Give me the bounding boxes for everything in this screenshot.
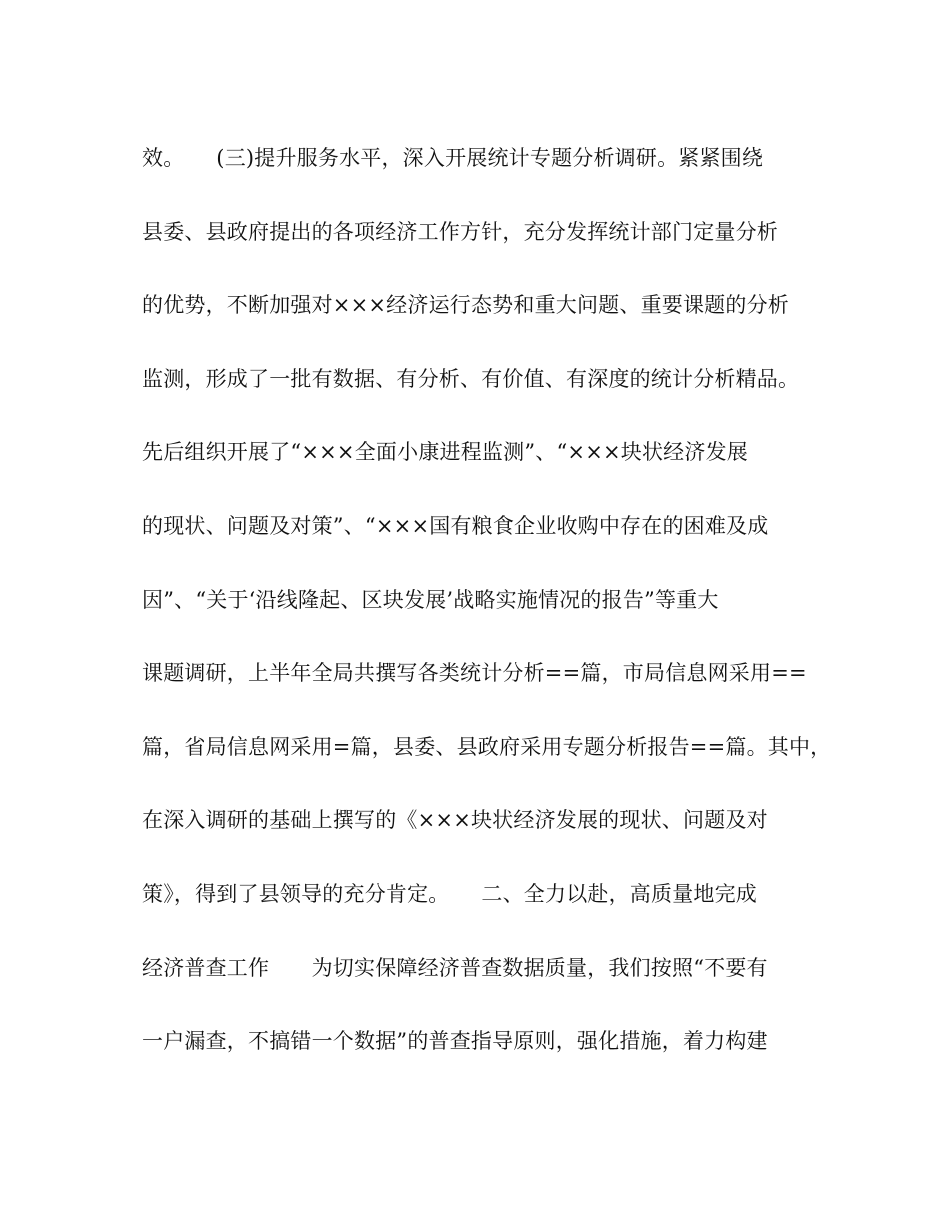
text-line: 在深入调研的基础上撰写的《×××块状经济发展的现状、问题及对 [142, 808, 768, 833]
text-line: 策》，得到了县领导的充分肯定。 二、全力以赴，高质量地完成 [142, 881, 757, 906]
body-text [142, 138, 842, 1095]
text-line: 先后组织开展了“×××全面小康进程监测”、“×××块状经济发展 [142, 440, 748, 465]
text-line: 课题调研，上半年全局共撰写各类统计分析==篇，市局信息网采用== [142, 661, 807, 686]
text-line: 的现状、问题及对策”、“×××国有粮食企业收购中存在的困难及成 [142, 513, 769, 538]
text-line: 的优势，不断加强对×××经济运行态势和重大问题、重要课题的分析 [142, 293, 789, 318]
text-line: 经济普查工作 为切实保障经济普查数据质量，我们按照“不要有 [142, 955, 768, 980]
text-line: 因”、“关于‘沿线隆起、区块发展’战略实施情况的报告”等重大 [142, 587, 719, 612]
text-line: 篇，省局信息网采用=篇，县委、县政府采用专题分析报告==篇。其中， [142, 734, 832, 759]
text-line: 监测，形成了一批有数据、有分析、有价值、有深度的统计分析精品。 [142, 366, 800, 391]
text-line: 县委、县政府提出的各项经济工作方针，充分发挥统计部门定量分析 [142, 219, 778, 244]
text-line: 效。 (三)提升服务水平，深入开展统计专题分析调研。紧紧围绕 [142, 146, 764, 170]
text-line: 一户漏查，不搞错一个数据”的普查指导原则，强化措施，着力构建 [142, 1029, 768, 1054]
